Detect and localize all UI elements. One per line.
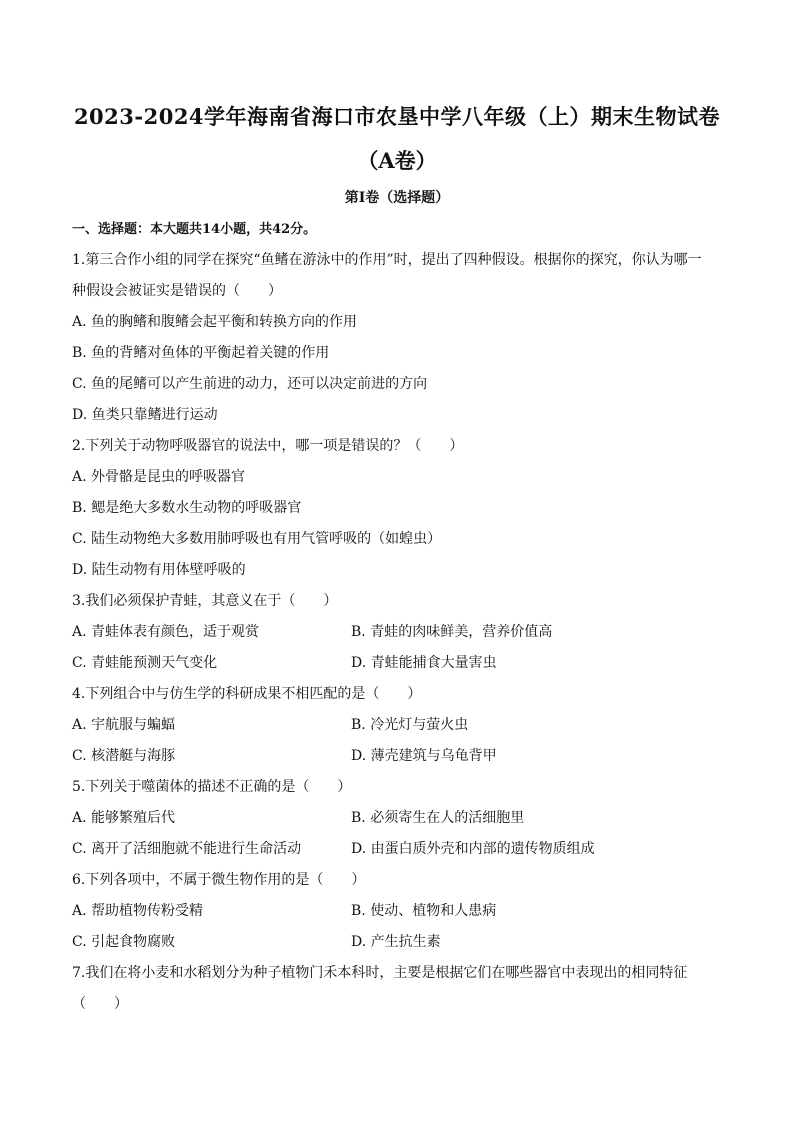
- question-stem: 1.第三合作小组的同学在探究“鱼鳍在游泳中的作用”时，提出了四种假设。根据你的探究，你认为哪一: [72, 252, 702, 268]
- answer-option: D. 青蛙能捕食大量害虫: [351, 655, 497, 671]
- answer-option: C. 核潜艇与海豚: [72, 748, 176, 764]
- option-row: [72, 648, 722, 679]
- question-stem: 2.下列关于动物呼吸器官的说法中，哪一项是错误的？（ ）: [72, 438, 464, 454]
- answer-option: D. 产生抗生素: [351, 934, 441, 950]
- question-stem: 5.下列关于噬菌体的描述不正确的是（ ）: [72, 779, 352, 795]
- answer-option: D. 陆生动物有用体壁呼吸的: [72, 562, 246, 578]
- part-heading: 一、选择题：本大题共14小题，共42分。: [72, 222, 317, 237]
- section-heading: 第I卷（选择题）: [344, 190, 450, 206]
- answer-option: B. 鳃是绝大多数水生动物的呼吸器官: [72, 500, 302, 516]
- answer-option: A. 外骨骼是昆虫的呼吸器官: [72, 469, 246, 485]
- question-stem: （ ）: [72, 996, 128, 1012]
- exam-subtitle: （A卷）: [357, 148, 437, 173]
- question-list: [72, 245, 722, 1020]
- question-stem: 4.下列组合中与仿生学的科研成果不相匹配的是（ ）: [72, 686, 422, 702]
- answer-option: D. 鱼类只靠鳍进行运动: [72, 407, 218, 423]
- answer-option: B. 使动、植物和人患病: [351, 903, 497, 919]
- question-stem: 3.我们必须保护青蛙，其意义在于（ ）: [72, 593, 338, 609]
- answer-option: C. 离开了活细胞就不能进行生命活动: [72, 841, 302, 857]
- option-row: [72, 617, 722, 648]
- question-stem: 7.我们在将小麦和水稻划分为种子植物门禾本科时，主要是根据它们在哪些器官中表现出的相同特征: [72, 965, 688, 981]
- question-4: [72, 679, 722, 772]
- exam-title: 2023-2024学年海南省海口市农垦中学八年级（上）期末生物试卷: [73, 104, 721, 129]
- question-3: [72, 586, 722, 679]
- option-row: [72, 741, 722, 772]
- answer-option: A. 青蛙体表有颜色，适于观赏: [72, 624, 260, 640]
- answer-option: B. 鱼的背鳍对鱼体的平衡起着关键的作用: [72, 345, 330, 361]
- answer-option: B. 青蛙的肉味鲜美，营养价值高: [351, 624, 553, 640]
- question-6: [72, 865, 722, 958]
- question-stem: 6.下列各项中，不属于微生物作用的是（ ）: [72, 872, 366, 888]
- answer-option: C. 鱼的尾鳍可以产生前进的动力，还可以决定前进的方向: [72, 376, 428, 392]
- answer-option: C. 引起食物腐败: [72, 934, 176, 950]
- answer-option: B. 必须寄生在人的活细胞里: [351, 810, 525, 826]
- answer-option: A. 帮助植物传粉受精: [72, 903, 204, 919]
- answer-option: D. 薄壳建筑与乌龟背甲: [351, 748, 497, 764]
- question-stem: 种假设会被证实是错误的（ ）: [72, 283, 282, 299]
- answer-option: C. 陆生动物绝大多数用肺呼吸也有用气管呼吸的（如蝗虫）: [72, 531, 442, 547]
- answer-option: B. 冷光灯与萤火虫: [351, 717, 469, 733]
- option-row: [72, 896, 722, 927]
- answer-option: D. 由蛋白质外壳和内部的遗传物质组成: [351, 841, 595, 857]
- option-row: [72, 834, 722, 865]
- option-row: [72, 927, 722, 958]
- question-2: [72, 431, 722, 586]
- question-7: [72, 958, 722, 1020]
- answer-option: A. 能够繁殖后代: [72, 810, 176, 826]
- option-row: [72, 710, 722, 741]
- question-5: [72, 772, 722, 865]
- answer-option: A. 宇航服与蝙蝠: [72, 717, 176, 733]
- question-1: [72, 245, 722, 431]
- answer-option: C. 青蛙能预测天气变化: [72, 655, 218, 671]
- option-row: [72, 803, 722, 834]
- answer-option: A. 鱼的胸鳍和腹鳍会起平衡和转换方向的作用: [72, 314, 358, 330]
